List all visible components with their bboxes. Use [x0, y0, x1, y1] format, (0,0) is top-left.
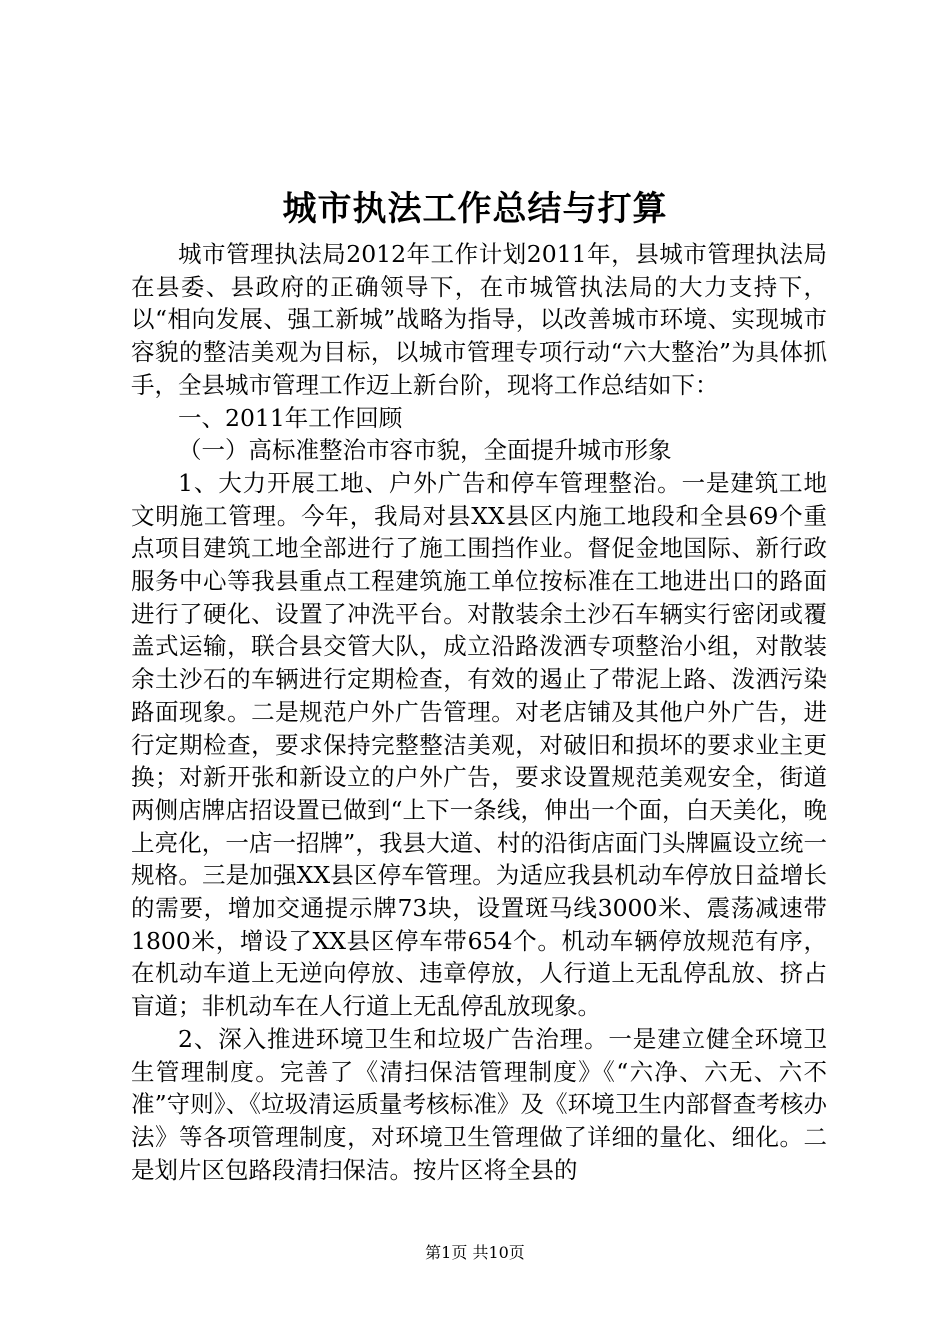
page-number-footer: 第1页 共10页: [425, 1243, 525, 1262]
heading-subsection-1: （一）高标准整治市容市貌，全面提升城市形象: [178, 436, 672, 465]
document-title: 城市执法工作总结与打算: [282, 189, 668, 229]
paragraph-item-1: 1、大力开展工地、户外广告和停车管理整治。一是建筑工地文明施工管理。今年，我局对县XX县区内施工地段和全县69个重点项目建筑工地全部进行了施工围挡作业。督促金地国际、新行政服务中心等我县重点工程建筑施工单位按标准在工地进出口的路面进行了硬化、设置了冲洗平台。对散装余土沙石车辆实行密闭或覆盖式运输，联合县交管大队，成立沿路泼洒专项整治小组，对散装余土沙石的车辆进行定期检查，有效的遏止了带泥上路、泼洒污染路面现象。二是规范户外广告管理。对老店铺及其他户外广告，进行定期检查，要求保持完整整洁美观，对破旧和损坏的要求业主更换；对新开张和新设立的户外广告，要求设置规范美观安全，街道两侧店牌店招设置已做到“上下一条线，伸出一个面，白天美化，晚上亮化，一店一招牌”，我县大道、村的沿街店面门头牌匾设立统一规格。三是加强XX县区停车管理。为适应我县机动车停放日益增长的需要，增加交通提示牌73块，设置斑马线3000米、震荡减速带1800米，增设了XX县区停车带654个。机动车辆停放规范有序，在机动车道上无逆向停放、违章停放，人行道上无乱停乱放、挤占盲道；非机动车在人行道上无乱停乱放现象。: [131, 468, 827, 1021]
heading-section-1: 一、2011年工作回顾: [178, 403, 403, 432]
document-body: [131, 238, 827, 1186]
paragraph-intro: 城市管理执法局2012年工作计划2011年，县城市管理执法局在县委、县政府的正确领导下，在市城管执法局的大力支持下，以“相向发展、强工新城”战略为指导，以改善城市环境、实现城市容貌的整洁美观为目标，以城市管理专项行动“六大整治”为具体抓手，全县城市管理工作迈上新台阶，现将工作总结如下：: [131, 240, 827, 399]
paragraph-item-2: 2、深入推进环境卫生和垃圾广告治理。一是建立健全环境卫生管理制度。完善了《清扫保洁管理制度》《“六净、六无、六不准”守则》、《垃圾清运质量考核标准》及《环境卫生内部督查考核办法》等各项管理制度，对环境卫生管理做了详细的量化、细化。二是划片区包路段清扫保洁。按片区将全县的: [131, 1024, 827, 1184]
